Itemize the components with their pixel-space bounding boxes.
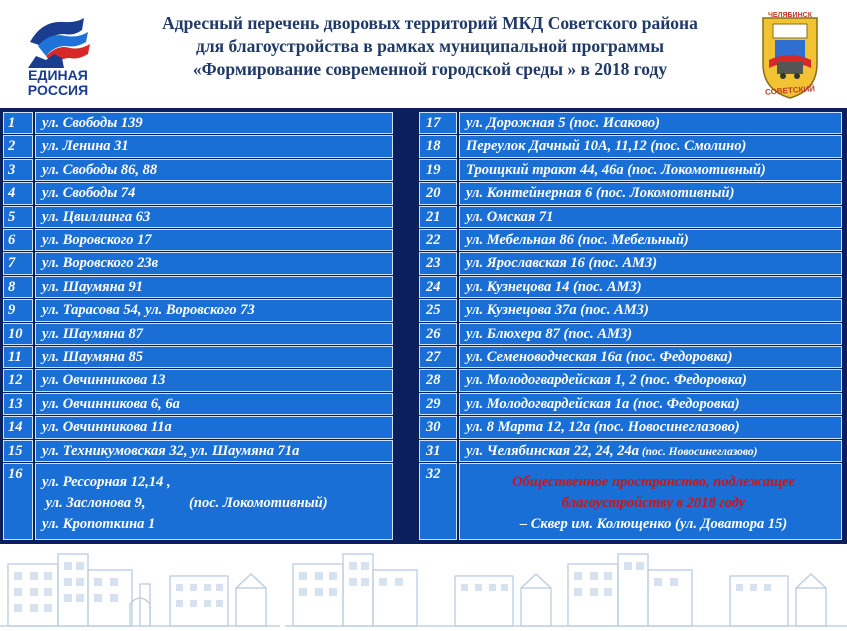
row-address — [459, 135, 842, 157]
row-address — [35, 276, 393, 298]
row-number: 11 — [3, 346, 33, 368]
row-address — [35, 299, 393, 321]
table-row — [419, 159, 842, 181]
table-row — [3, 276, 393, 298]
table-row — [419, 112, 842, 134]
row-address-text: ул. Блюхера 87 (пос. АМЗ) — [466, 325, 633, 342]
emblem-city-text: ЧЕЛЯБИНСК — [768, 12, 812, 19]
row-address — [35, 182, 393, 204]
row-number: 6 — [3, 229, 33, 251]
row-address-text: ул. Воровского 23в — [42, 255, 159, 272]
table-row — [3, 229, 393, 251]
row-address-text: ул. Овчинникова 6, 6а — [42, 395, 180, 412]
row-address-text: ул. Цвиллинга 63 — [42, 208, 151, 225]
row-number: 16 — [3, 463, 33, 540]
row-address-text: ул. Техникумовская 32, ул. Шаумяна 71а — [42, 442, 300, 459]
table-row — [419, 393, 842, 415]
row-address-text: Троицкий тракт 44, 46а (пос. Локомотивный) — [466, 161, 766, 178]
table-row — [3, 440, 393, 462]
table-row — [3, 182, 393, 204]
row-address-text: ул. Шаумяна 87 — [42, 325, 144, 342]
row-number: 22 — [419, 229, 457, 251]
row-address-line: ул. Рессорная 12,14 , — [42, 474, 171, 490]
row-address-text: ул. Свободы 74 — [42, 185, 136, 202]
row-number: 19 — [419, 159, 457, 181]
table-row — [3, 369, 393, 391]
table-row — [419, 229, 842, 251]
row-number: 31 — [419, 440, 457, 462]
row-address-text: ул. Воровского 17 — [42, 232, 152, 248]
row-address-text: ул. Кузнецова 37а (пос. АМЗ) — [466, 302, 649, 319]
public-space-note — [459, 463, 842, 540]
row-address-text: ул. Ярославская 16 (пос. АМЗ) — [466, 255, 658, 272]
row-number: 4 — [3, 182, 33, 204]
row-number: 29 — [419, 393, 457, 415]
row-number: 24 — [419, 276, 457, 298]
row-address — [459, 112, 842, 134]
row-number: 13 — [3, 393, 33, 415]
row-number: 23 — [419, 252, 457, 274]
row-address — [459, 323, 842, 345]
row-address — [459, 299, 842, 321]
row-address-text: ул. Молодогвардейская 1, 2 (пос. Федоровка) — [466, 372, 747, 389]
row-address — [459, 229, 842, 251]
table-row — [3, 346, 393, 368]
row-address-text: ул. Семеноводческая 16а (пос. Федоровка) — [466, 349, 733, 365]
row-address-text: ул. Свободы 86, 88 — [42, 161, 158, 178]
row-address — [35, 112, 393, 134]
row-number: 3 — [3, 159, 33, 181]
table-row — [419, 440, 842, 462]
table-row — [419, 346, 842, 368]
row-address — [459, 440, 842, 462]
table-row — [3, 323, 393, 345]
row-address — [459, 252, 842, 274]
row-address — [35, 346, 393, 368]
table-row — [419, 206, 842, 228]
row-address-line: ул. Заслонова 9, (пос. Локомотивный) — [42, 495, 328, 511]
row-address — [35, 159, 393, 181]
row-address — [35, 463, 393, 540]
row-address-text: ул. 8 Марта 12, 12а (пос. Новосинеглазово) — [466, 419, 740, 436]
table-row — [3, 112, 393, 134]
row-address — [35, 440, 393, 462]
row-address-text: ул. Тарасова 54, ул. Воровского 73 — [42, 302, 255, 319]
row-number: 26 — [419, 323, 457, 345]
row-number: 1 — [3, 112, 33, 134]
row-number: 32 — [419, 463, 457, 540]
row-address — [35, 416, 393, 438]
header — [0, 0, 847, 108]
column-separator — [395, 112, 415, 540]
row-address — [35, 135, 393, 157]
address-table — [0, 108, 847, 544]
table-row-32 — [419, 463, 842, 540]
row-address-text: ул. Челябинская 22, 24, 24а — [466, 442, 639, 459]
row-number: 21 — [419, 206, 457, 228]
buildings-illustration — [0, 544, 847, 631]
row-address-line: ул. Кропоткина 1 — [42, 516, 156, 532]
row-address-text: ул. Ленина 31 — [42, 138, 129, 155]
row-number: 30 — [419, 416, 457, 438]
row-address — [459, 393, 842, 415]
logo-text: ЕДИНАЯ РОССИЯ — [27, 67, 89, 98]
row-address-text: Переулок Дачный 10А, 11,12 (пос. Смолино) — [466, 138, 747, 155]
emblem-district-text: СОВЕТСКИЙ — [764, 84, 816, 97]
row-address — [459, 206, 842, 228]
district-emblem — [757, 10, 823, 102]
table-row — [3, 416, 393, 438]
table-row — [3, 206, 393, 228]
row-address — [459, 346, 842, 368]
public-space-highlight: благоустройству в 2018 году — [561, 495, 746, 511]
table-row-16 — [3, 463, 393, 540]
row-number: 20 — [419, 182, 457, 204]
row-address — [35, 393, 393, 415]
row-number: 12 — [3, 369, 33, 391]
row-address — [35, 206, 393, 228]
row-number: 17 — [419, 112, 457, 134]
table-row — [3, 299, 393, 321]
row-address — [459, 369, 842, 391]
row-address-text: ул. Кузнецова 14 (пос. АМЗ) — [466, 278, 642, 295]
row-number: 7 — [3, 252, 33, 274]
row-address — [459, 276, 842, 298]
row-number: 14 — [3, 416, 33, 438]
row-number: 5 — [3, 206, 33, 228]
row-address-text: ул. Шаумяна 85 — [42, 349, 144, 365]
row-address — [35, 369, 393, 391]
row-number: 9 — [3, 299, 33, 321]
table-row — [419, 369, 842, 391]
table-row — [3, 252, 393, 274]
row-number: 27 — [419, 346, 457, 368]
row-number: 8 — [3, 276, 33, 298]
row-address — [35, 323, 393, 345]
row-number: 10 — [3, 323, 33, 345]
table-row — [3, 393, 393, 415]
table-row — [419, 323, 842, 345]
row-address-text: ул. Свободы 139 — [42, 115, 143, 131]
table-row — [419, 276, 842, 298]
footer-decoration — [0, 544, 847, 631]
row-address — [459, 159, 842, 181]
row-number: 18 — [419, 135, 457, 157]
row-address-note: (пос. Новосинеглазово) — [638, 445, 758, 458]
row-number: 25 — [419, 299, 457, 321]
public-space-highlight: Общественное пространство, подлежащее — [512, 474, 795, 490]
table-row — [3, 135, 393, 157]
public-space-address: – Сквер им. Колющенко (ул. Доватора 15) — [519, 516, 788, 532]
table-row — [419, 416, 842, 438]
row-address-text: ул. Овчинникова 13 — [42, 372, 166, 389]
row-address — [459, 416, 842, 438]
table-row — [3, 159, 393, 181]
row-address — [459, 182, 842, 204]
table-row — [419, 135, 842, 157]
row-address-text: ул. Дорожная 5 (пос. Исаково) — [466, 115, 660, 131]
row-address-text: ул. Омская 71 — [466, 208, 554, 225]
row-address-text: ул. Мебельная 86 (пос. Мебельный) — [466, 232, 689, 248]
bear-flag-icon — [24, 12, 94, 74]
table-row — [419, 182, 842, 204]
table-row — [419, 252, 842, 274]
page-title: Адресный перечень дворовых территорий МКД Советского района для благоустройства в рамках муниципальной программы «Формирование современной городской среды » в 2018 году — [162, 13, 698, 79]
united-russia-logo — [16, 8, 100, 100]
row-address-text: ул. Молодогвардейская 1а (пос. Федоровка) — [466, 395, 740, 412]
row-address-text: ул. Шаумяна 91 — [42, 278, 144, 295]
row-number: 28 — [419, 369, 457, 391]
row-address — [35, 252, 393, 274]
row-address-text: ул. Овчинникова 11а — [42, 419, 172, 436]
row-number: 2 — [3, 135, 33, 157]
table-row — [419, 299, 842, 321]
row-address — [35, 229, 393, 251]
row-address-text: ул. Контейнерная 6 (пос. Локомотивный) — [466, 185, 735, 202]
row-number: 15 — [3, 440, 33, 462]
